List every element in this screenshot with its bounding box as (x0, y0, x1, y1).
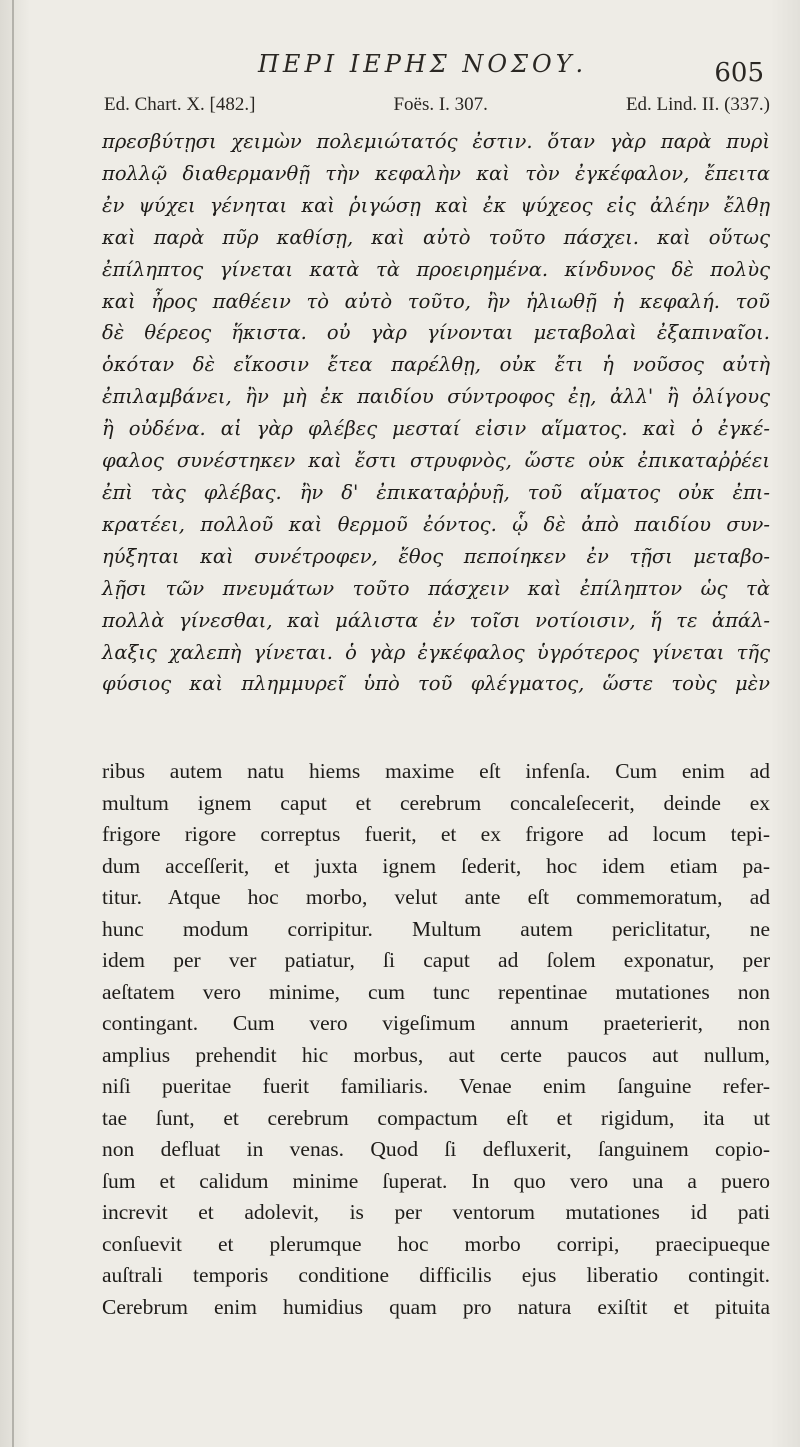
edition-foes-ref: Foës. I. 307. (393, 94, 488, 115)
greek-text-line: ἐν ψύχει γένηται καὶ ῥιγώσῃ καὶ ἐκ ψύχεος εἰς ἀλέην ἔλθῃ (102, 193, 770, 217)
greek-text-line: ηύξηται καὶ συνέτροφεν, ἔθος πεποίηκεν ἐν τῇσι μεταβο- (102, 544, 770, 568)
greek-text-block (102, 126, 770, 700)
greek-text-line: ἐπὶ τὰς φλέβας. ἢν δ' ἐπικαταῤῥυῇ, τοῦ αἵματος οὐκ ἐπι- (102, 480, 770, 504)
greek-text-line: καὶ ἦρος παθέειν τὸ αὐτὸ τοῦτο, ἢν ἡλιωθῇ ἡ κεφαλή. τοῦ (102, 289, 770, 313)
greek-text-line: ἐπιλαμβάνει, ἢν μὴ ἐκ παιδίου σύντροφος ἐῃ, ἀλλ' ἢ ὀλίγους (102, 385, 770, 409)
latin-text-line: frigore rigore correptus fuerit, et ex frigore ad locum tepi- (102, 822, 770, 846)
greek-text-line: ἢ οὐδένα. αἱ γὰρ φλέβες μεσταί εἰσιν αἵματος. καὶ ὁ ἐγκέ- (102, 417, 770, 441)
latin-text-line: ſum et calidum minime ſuperat. In quo vero una a puero (102, 1168, 770, 1193)
latin-text-line: hunc modum corripitur. Multum autem periclitatur, ne (102, 916, 770, 941)
running-head (0, 50, 800, 90)
latin-text-line: non defluat in venas. Quod ſi defluxerit, ſanguinem copio- (102, 1137, 770, 1161)
latin-text-line: dum acceſſerit, et juxta ignem ſederit, hoc idem etiam pa- (102, 853, 770, 878)
greek-text-line: λῇσι τῶν πνευμάτων τοῦτο πάσχειν καὶ ἐπίληπτον ὡς τὰ (102, 576, 770, 600)
latin-text-line: increvit et adolevit, is per ventorum mutationes id pati (102, 1200, 770, 1224)
edition-references (104, 94, 770, 116)
latin-text-line: aeſtatem vero minime, cum tunc repentinae mutationes non (102, 979, 770, 1004)
greek-text-line: καὶ παρὰ πῦρ καθίσῃ, καὶ αὐτὸ τοῦτο πάσχει. καὶ οὕτως (102, 225, 770, 249)
latin-text-line: tae ſunt, et cerebrum compactum eſt et rigidum, ita ut (102, 1105, 770, 1130)
greek-text-line: κρατέει, πολλοῦ καὶ θερμοῦ ἐόντος. ᾧ δὲ ἀπὸ παιδίου συν- (102, 512, 770, 536)
greek-text-line: φύσιος καὶ πλημμυρεῖ ὑπὸ τοῦ φλέγματος, ὥστε τοὺς μὲν (102, 672, 770, 696)
running-title: ΠΕΡΙ ΙΕΡΗΣ ΝΟΣΟΥ. (258, 50, 588, 78)
latin-text-line: titur. Atque hoc morbo, velut ante eſt commemoratum, ad (102, 885, 770, 909)
latin-text-line: auſtrali temporis conditione difficilis ejus liberatio contingit. (102, 1263, 770, 1287)
greek-text-line: λαξις χαλεπὴ γίνεται. ὁ γὰρ ἐγκέφαλος ὑγρότερος γίνεται τῆς (102, 640, 770, 664)
latin-text-line: niſi pueritae fuerit familiaris. Venae enim ſanguine refer- (102, 1074, 770, 1098)
greek-text-line: πολλὰ γίνεσθαι, καὶ μάλιστα ἐν τοῖσι νοτίοισιν, ἥ τε ἀπάλ- (102, 608, 770, 632)
latin-text-block (102, 756, 770, 1323)
greek-text-line: φαλος συνέστηκεν καὶ ἔστι στρυφνὸς, ὥστε οὐκ ἐπικαταῤῥέει (102, 449, 770, 473)
greek-text-line: πρεσβύτῃσι χειμὼν πολεμιώτατός ἐστιν. ὅταν γὰρ παρὰ πυρὶ (102, 130, 770, 153)
edition-chart-ref: Ed. Chart. X. [482.] (104, 94, 256, 115)
latin-text-line: multum ignem caput et cerebrum concaleſecerit, deinde ex (102, 790, 770, 815)
page-gutter-edge (12, 0, 14, 1447)
latin-text-line: Cerebrum enim humidius quam pro natura exiſtit et pituita (102, 1294, 770, 1319)
page-number: 605 (714, 58, 764, 88)
latin-text-line: contingant. Cum vero vigeſimum annum praeterierit, non (102, 1011, 770, 1035)
edition-lind-ref: Ed. Lind. II. (337.) (625, 94, 770, 115)
latin-text-line: amplius prehendit hic morbus, aut certe paucos aut nullum, (102, 1042, 770, 1067)
greek-text-line: δὲ θέρεος ἥκιστα. οὐ γὰρ γίνονται μεταβολαὶ ἐξαπιναῖοι. (102, 321, 770, 345)
greek-text-line: ὁκόταν δὲ εἴκοσιν ἔτεα παρέλθῃ, οὐκ ἔτι ἡ νοῦσος αὐτὴ (102, 353, 770, 377)
greek-text-line: πολλῷ διαθερμανθῇ τὴν κεφαλὴν καὶ τὸν ἐγκέφαλον, ἔπειτα (102, 161, 770, 185)
latin-text-line: idem per ver patiatur, ſi caput ad ſolem exponatur, per (102, 948, 770, 972)
greek-text-line: ἐπίληπτος γίνεται κατὰ τὰ προειρημένα. κίνδυνος δὲ πολὺς (102, 257, 770, 281)
latin-text-line: conſuevit et plerumque hoc morbo corripi, praecipueque (102, 1231, 770, 1256)
latin-text-line: ribus autem natu hiems maxime eſt infenſa. Cum enim ad (102, 759, 770, 783)
